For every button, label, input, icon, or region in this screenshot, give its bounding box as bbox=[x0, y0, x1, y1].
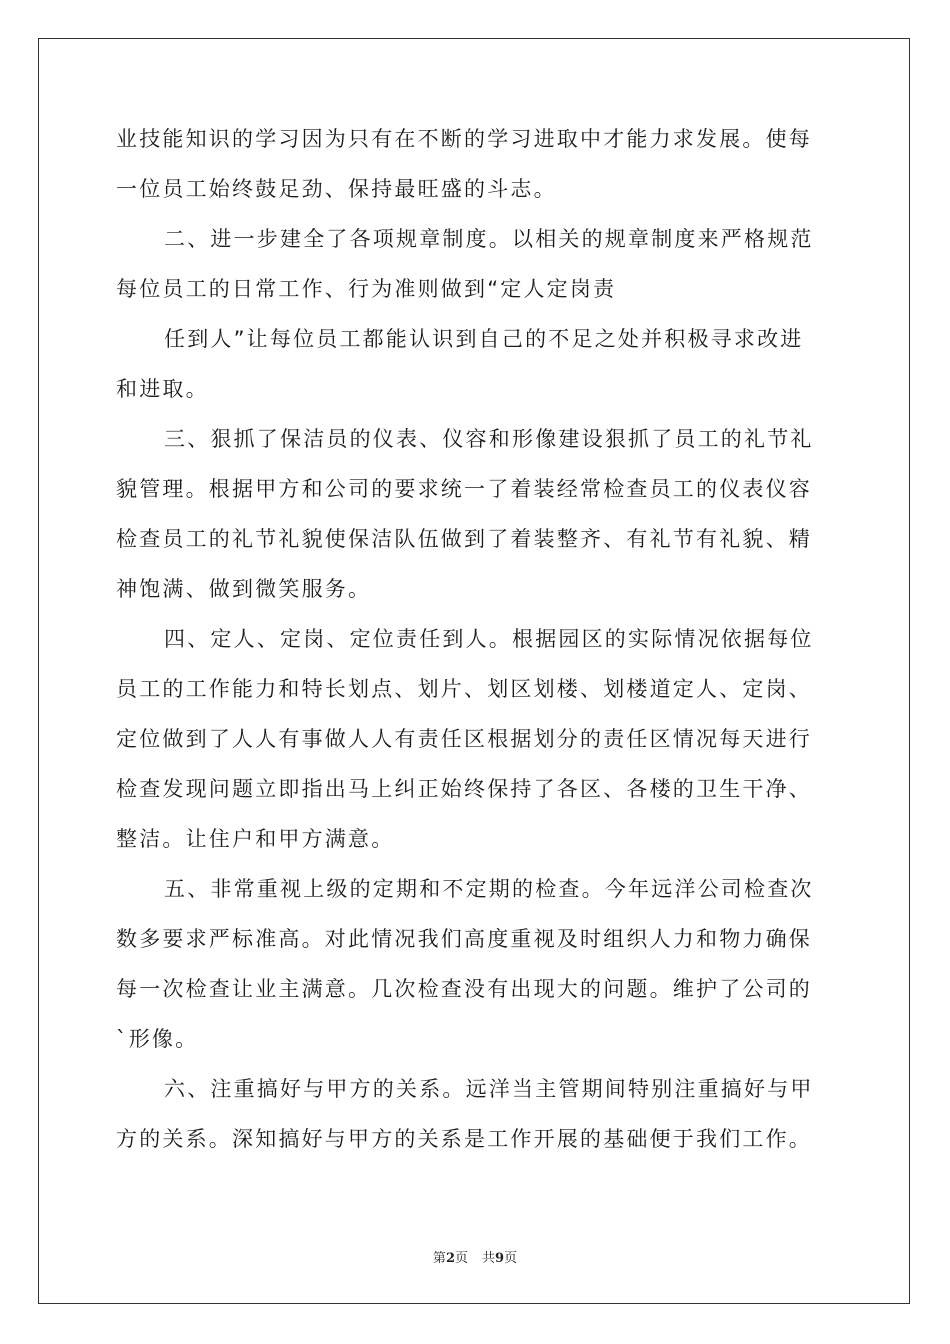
text-line: 神饱满、做到微笑服务。 bbox=[116, 577, 372, 601]
paragraph-start-line: 五、非常重视上级的定期和不定期的检查。今年远洋公司检查次 bbox=[164, 877, 814, 901]
text-line: 和进取。 bbox=[116, 377, 209, 401]
text-line: 定位做到了人人有事做人人有责任区根据划分的责任区情况每天进行 bbox=[116, 727, 812, 751]
text-line: 员工的工作能力和特长划点、划片、划区划楼、划楼道定人、定岗、 bbox=[116, 677, 812, 701]
text-line: 业技能知识的学习因为只有在不断的学习进取中才能力求发展。使每 bbox=[116, 127, 812, 151]
text-line: `形像。 bbox=[116, 1027, 199, 1051]
text-line: 方的关系。深知搞好与甲方的关系是工作开展的基础便于我们工作。 bbox=[116, 1127, 812, 1151]
paragraph-start-line: 二、进一步建全了各项规章制度。以相关的规章制度来严格规范 bbox=[164, 227, 814, 251]
text-line: 貌管理。根据甲方和公司的要求统一了着装经常检查员工的仪表仪容 bbox=[116, 477, 812, 501]
text-line: 任到人”让每位员工都能认识到自己的不足之处并积极寻求改进 bbox=[164, 327, 804, 351]
text-line: 数多要求严标准高。对此情况我们高度重视及时组织人力和物力确保 bbox=[116, 927, 812, 951]
page-number: 2 bbox=[445, 1251, 455, 1266]
total-prefix: 共 bbox=[482, 1251, 496, 1266]
text-line: 每位员工的日常工作、行为准则做到“定人定岗责 bbox=[116, 277, 617, 301]
total-pages: 9 bbox=[495, 1251, 505, 1266]
page-prefix: 第 bbox=[432, 1251, 446, 1266]
text-line: 检查员工的礼节礼貌使保洁队伍做到了着装整齐、有礼节有礼貌、精 bbox=[116, 527, 812, 551]
text-line: 整洁。让住户和甲方满意。 bbox=[116, 827, 395, 851]
total-suffix: 页 bbox=[504, 1251, 518, 1266]
text-line: 一位员工始终鼓足劲、保持最旺盛的斗志。 bbox=[116, 177, 557, 201]
text-line: 每一次检查让业主满意。几次检查没有出现大的问题。维护了公司的 bbox=[116, 977, 812, 1001]
text-line: 检查发现问题立即指出马上纠正始终保持了各区、各楼的卫生干净、 bbox=[116, 777, 812, 801]
page-footer bbox=[0, 1247, 950, 1266]
page-suffix: 页 bbox=[454, 1251, 468, 1266]
paragraph-start-line: 六、注重搞好与甲方的关系。远洋当主管期间特别注重搞好与甲 bbox=[164, 1077, 814, 1101]
paragraph-start-line: 四、定人、定岗、定位责任到人。根据园区的实际情况依据每位 bbox=[164, 627, 814, 651]
paragraph-start-line: 三、狠抓了保洁员的仪表、仪容和形像建设狠抓了员工的礼节礼 bbox=[164, 427, 814, 451]
